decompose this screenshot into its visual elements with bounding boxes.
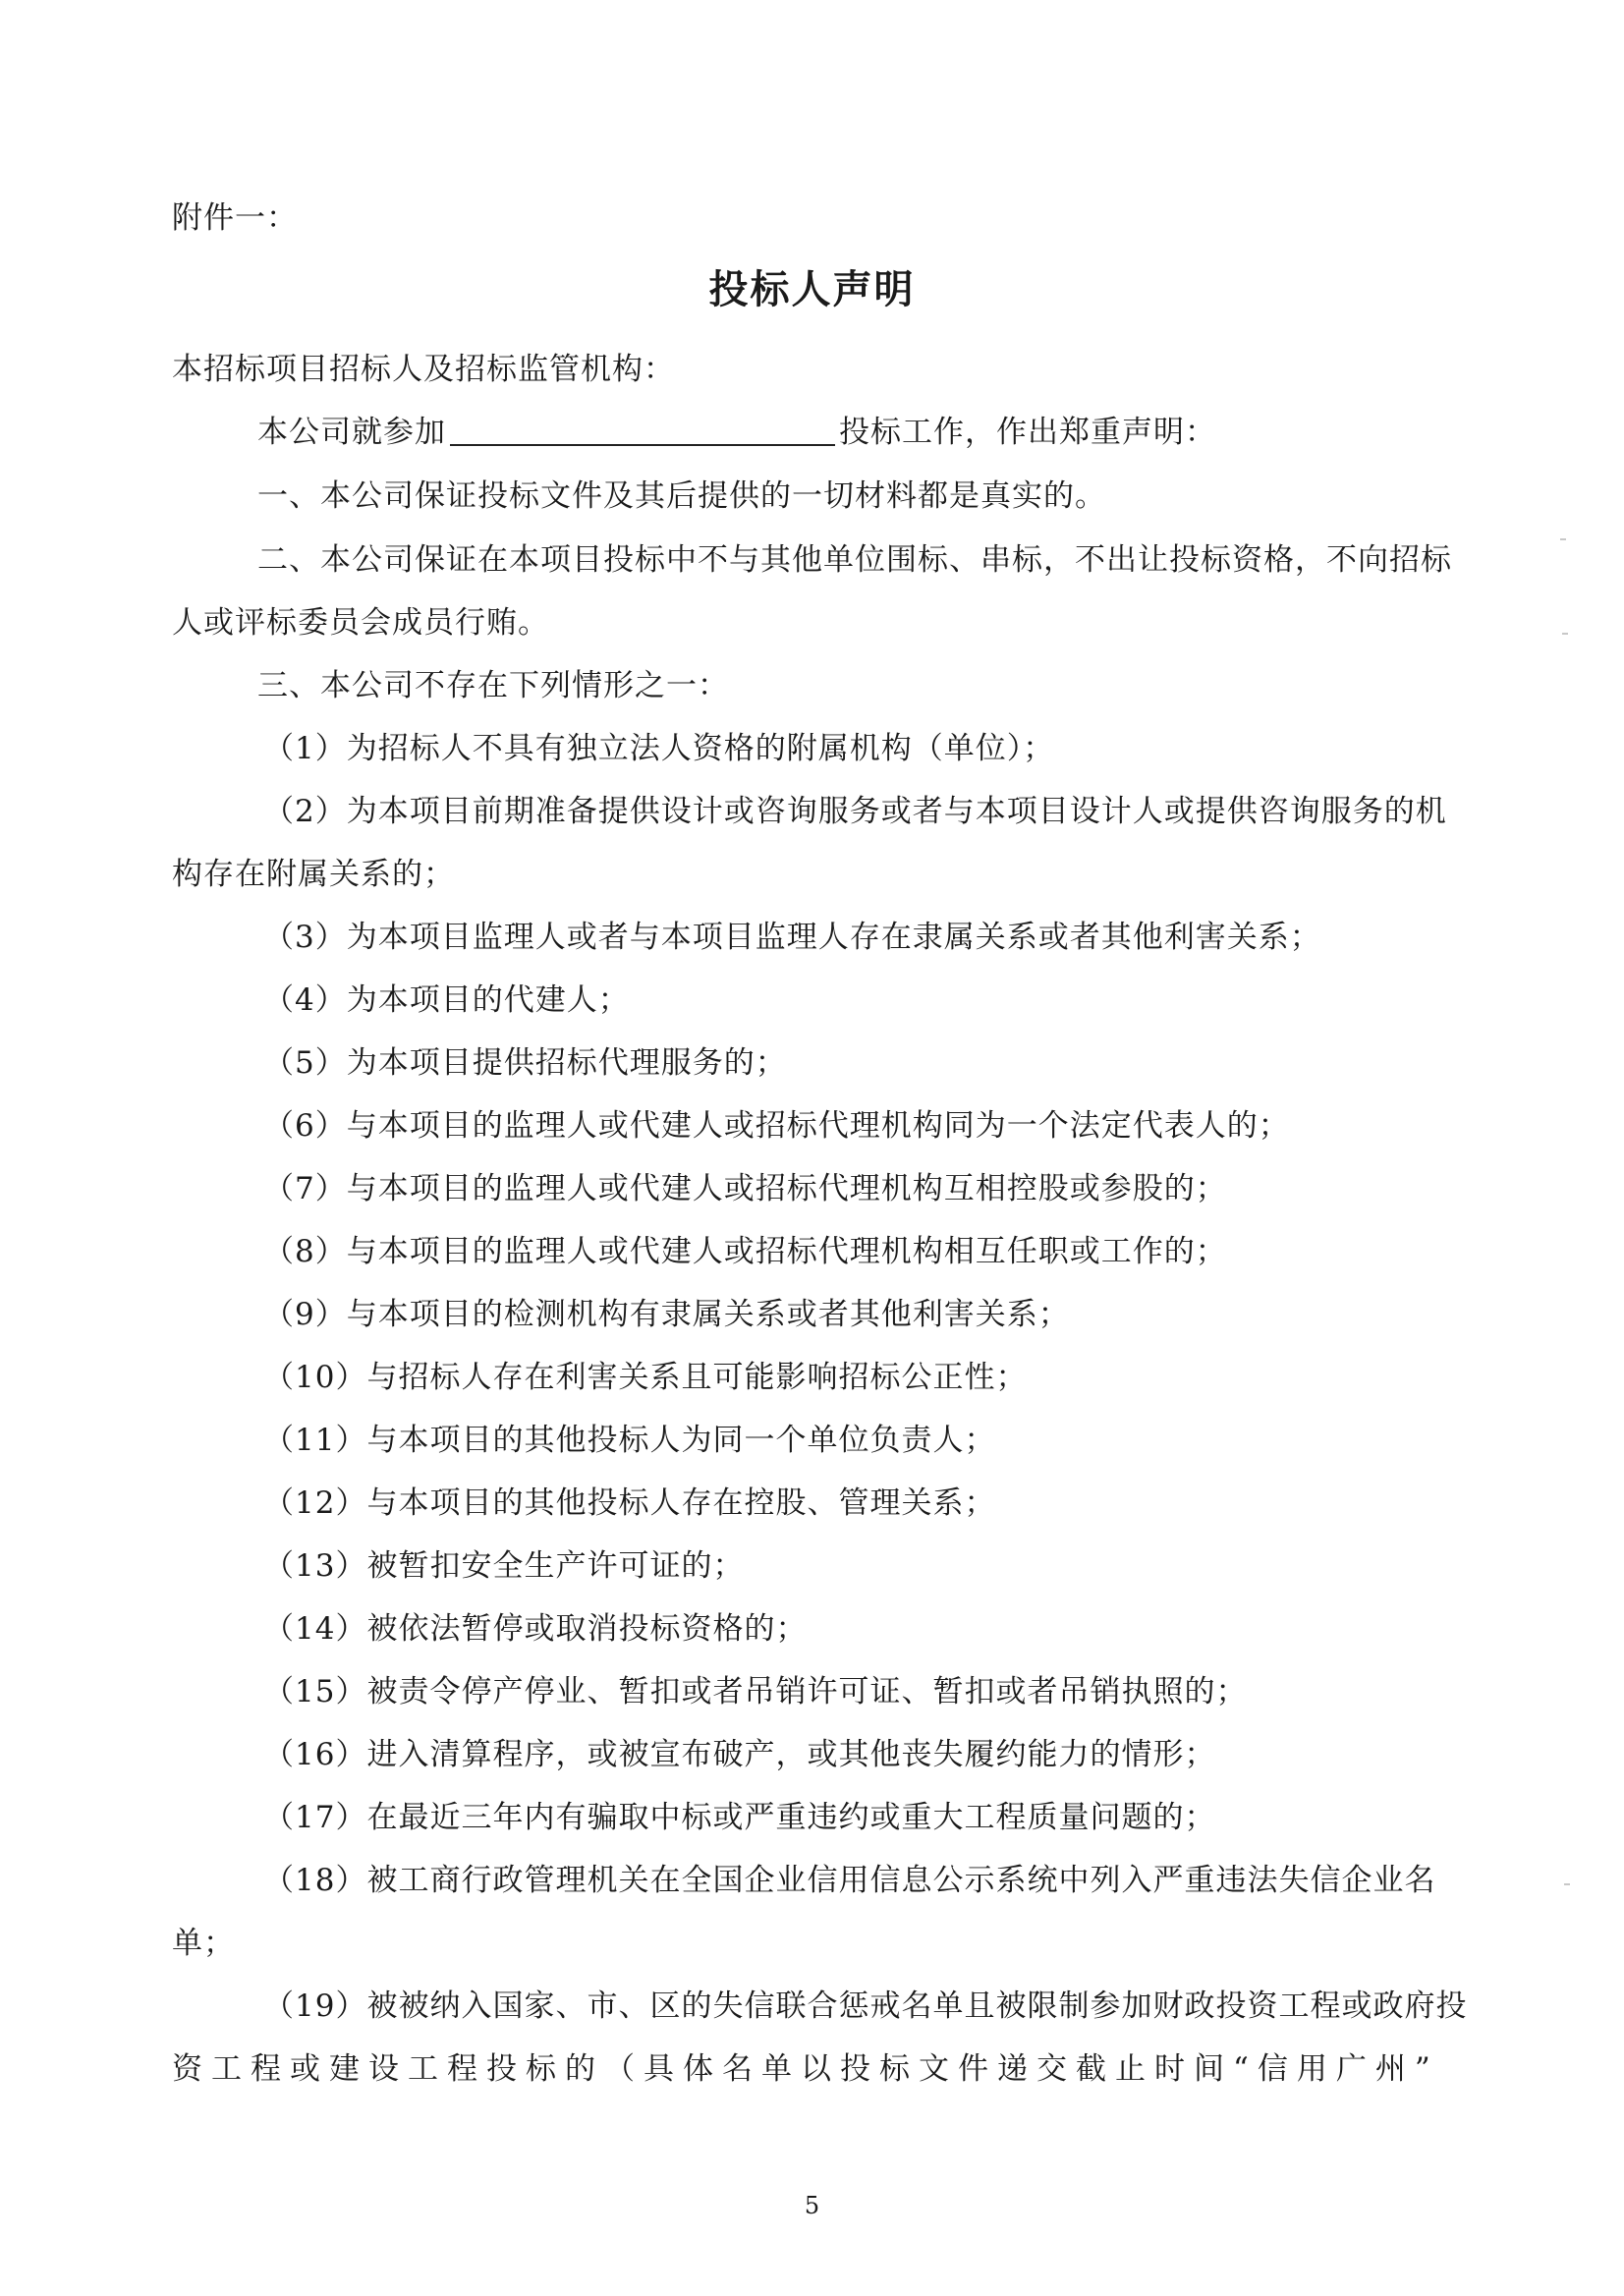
- paragraph-2-line-2: 人或评标委员会成员行贿。: [172, 605, 549, 641]
- intro-line: [257, 413, 1485, 452]
- scan-speck: [1562, 633, 1568, 635]
- page-number: 5: [804, 2192, 820, 2219]
- paragraph-2-line-1: 二、本公司保证在本项目投标中不与其他单位围标、串标，不出让投标资格，不向招标: [257, 542, 1452, 578]
- list-item-continuation: 单；: [172, 1926, 235, 1961]
- list-item: （17）在最近三年内有骗取中标或严重违约或重大工程质量问题的；: [263, 1800, 1216, 1835]
- list-item: （11）与本项目的其他投标人为同一个单位负责人；: [263, 1423, 996, 1458]
- list-item: （16）进入清算程序，或被宣布破产，或其他丧失履约能力的情形；: [263, 1737, 1216, 1772]
- list-item: （2）为本项目前期准备提供设计或咨询服务或者与本项目设计人或提供咨询服务的机: [263, 794, 1447, 829]
- page-title: 投标人声明: [708, 267, 916, 312]
- list-item: （19）被被纳入国家、市、区的失信联合惩戒名单且被限制参加财政投资工程或政府投: [263, 1988, 1468, 2024]
- list-item: （3）为本项目监理人或者与本项目监理人存在隶属关系或者其他利害关系；: [263, 920, 1321, 955]
- list-item: （1）为招标人不具有独立法人资格的附属机构（单位）；: [263, 731, 1055, 766]
- list-item-continuation: 构存在附属关系的；: [172, 857, 455, 892]
- list-item: （8）与本项目的监理人或代建人或招标代理机构相互任职或工作的；: [263, 1234, 1227, 1269]
- list-item: （9）与本项目的检测机构有隶属关系或者其他利害关系；: [263, 1297, 1070, 1332]
- list-item: （10）与招标人存在利害关系且可能影响招标公正性；: [263, 1360, 1028, 1395]
- list-item: （14）被依法暂停或取消投标资格的；: [263, 1611, 808, 1647]
- list-item: （7）与本项目的监理人或代建人或招标代理机构互相控股或参股的；: [263, 1171, 1227, 1206]
- list-item: （15）被责令停产停业、暂扣或者吊销许可证、暂扣或者吊销执照的；: [263, 1674, 1248, 1709]
- intro-before: 本公司就参加: [257, 415, 446, 450]
- scan-speck: [1564, 1883, 1570, 1885]
- list-item-continuation: 资工程或建设工程投标的（具体名单以投标文件递交截止时间“信用广州”: [172, 2051, 1439, 2087]
- salutation: 本招标项目招标人及招标监管机构：: [172, 352, 675, 387]
- attachment-label: 附件一：: [172, 200, 298, 236]
- paragraph-3: 三、本公司不存在下列情形之一：: [257, 668, 729, 703]
- scan-speck: [1560, 538, 1566, 540]
- list-item: （6）与本项目的监理人或代建人或招标代理机构同为一个法定代表人的；: [263, 1108, 1290, 1144]
- list-item: （13）被暂扣安全生产许可证的；: [263, 1548, 745, 1584]
- list-item: （12）与本项目的其他投标人存在控股、管理关系；: [263, 1485, 996, 1521]
- list-item: （4）为本项目的代建人；: [263, 982, 630, 1018]
- intro-after: 投标工作，作出郑重声明：: [839, 415, 1216, 450]
- list-item: （5）为本项目提供招标代理服务的；: [263, 1045, 787, 1081]
- list-item: （18）被工商行政管理机关在全国企业信用信息公示系统中列入严重违法失信企业名: [263, 1863, 1436, 1898]
- project-name-blank: [450, 415, 835, 446]
- paragraph-1: 一、本公司保证投标文件及其后提供的一切材料都是真实的。: [257, 478, 1106, 514]
